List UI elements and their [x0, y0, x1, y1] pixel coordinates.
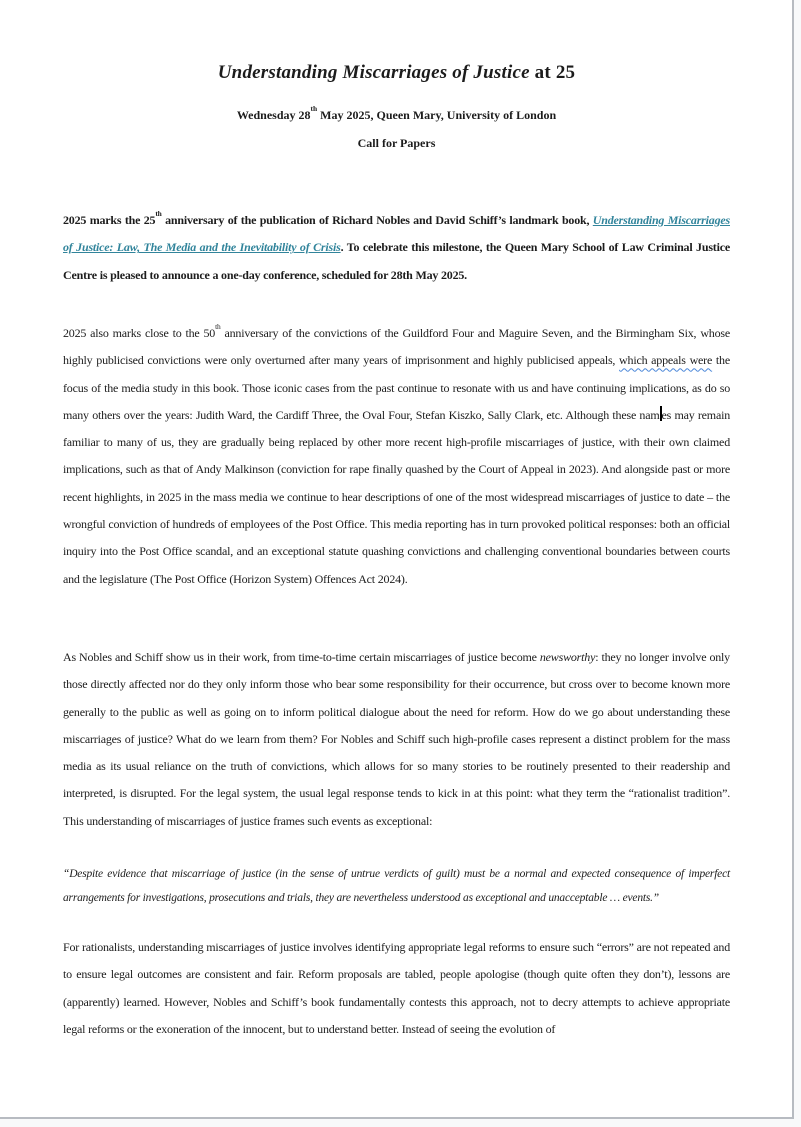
- dateline-text-cont: May 2025, Queen Mary, University of London: [317, 108, 557, 122]
- newsworthy-paragraph: [63, 644, 730, 835]
- page-title-regular: at 25: [529, 62, 576, 83]
- intro-ordinal: th: [155, 208, 162, 218]
- intro-text-post: . To celebrate this milestone, the Queen Mary School of Law Criminal Justice Centre is pleased to announce a one-day conference, scheduled for 28th May 2025.: [63, 240, 730, 282]
- newsworthy-text-cont: : they no longer involve only those directly affected nor do they only inform those who bear some responsibility for their occurrence, but cross over to become known more generally to the public as well as going on to inform political dialogue about the need for reform. How do we go about understanding these miscarriages of justice? What do we learn from them? For Nobles and Schiff such high-profile cases represent a distinct problem for the mass media as its usual reliance on the truth of convictions, which allows for so many stories to be routinely presented to their readership and interpreted, is disrupted. For the legal system, the usual legal response tends to kick in at this point: what they term the “rationalist tradition”. This understanding of miscarriages of justice frames such events as exceptional:: [63, 650, 730, 828]
- history-ordinal: th: [215, 321, 221, 331]
- history-paragraph: [63, 320, 730, 593]
- page-title-italic: Understanding Miscarriages of Justice: [217, 62, 530, 83]
- grammar-check-underlined-text: which appeals were: [619, 353, 713, 368]
- newsworthy-text: As Nobles and Schiff show us in their work, from time-to-time certain miscarriages of justice become: [63, 650, 540, 664]
- history-text-s3: es may remain familiar to many of us, they are gradually being replaced by other more recent high-profile miscarriages of justice, with their own claimed implications, such as that of Andy Malkinson (conviction for rape finally quashed by the Court of Appeal in 2023). And alongside past or more recent highlights, in 2025 in the mass media we continue to hear descriptions of one of the most widespread miscarriages of justice to date – the wrongful conviction of hundreds of employees of the Post Office. This media reporting has in turn provoked political responses: both an official inquiry into the Post Office scandal, and an exceptional statute quashing convictions and challenging conventional boundaries between courts and the legislature (The Post Office (Horizon System) Offences Act 2024).: [63, 407, 731, 586]
- event-dateline: [63, 103, 730, 123]
- rationalists-paragraph: For rationalists, understanding miscarriages of justice involves identifying appropriate legal reforms to ensure such “errors” are not repeated and to ensure legal outcomes are consistent and fair. Reform proposals are tabled, people apologise (though quite often they don’t), lessons are (apparently) learned. However, Nobles and Schiff’s book fundamentally contests this approach, not to decry attempts to achieve appropriate legal reforms or the exoneration of the innocent, but to understand better. Instead of seeing the evolution of: [63, 940, 730, 1036]
- dateline-ordinal: th: [310, 103, 318, 113]
- page-title: [63, 62, 730, 84]
- intro-text: 2025 marks the 25: [63, 213, 156, 227]
- history-text-s1: anniversary of the convictions of the Guildford Four and Maguire Seven, and the Birmingham Six, whose highly publicised convictions were only overturned after many years of imprisonment and highly publicised appeals,: [63, 326, 730, 368]
- call-for-papers-heading: Call for Papers: [357, 136, 436, 150]
- newsworthy-italic-word: newsworthy: [539, 650, 596, 664]
- history-text-s2: the focus of the media study in this book. Those iconic cases from the past continue to resonate with us and have continuing implications, as do so many others over the years: Judith Ward, the Cardiff Three, the Oval Four, Stefan Kiszko, Sally Clark, etc. Although these nam: [63, 353, 730, 422]
- history-text: 2025 also marks close to the 50: [63, 326, 216, 340]
- intro-paragraph: [63, 207, 730, 289]
- book-title-link[interactable]: Understanding Miscarriages of Justice: Law, The Media and the Inevitability of Crisis: [63, 213, 730, 255]
- dateline-text: Wednesday 28: [236, 108, 311, 122]
- block-quote: “Despite evidence that miscarriage of justice (in the sense of untrue verdicts of guilt) must be a normal and expected consequence of imperfect arrangements for investigations, prosecutions and trials, they are nevertheless understood as exceptional and unacceptable … events.”: [63, 868, 730, 904]
- intro-text-mid: anniversary of the publication of Richard Nobles and David Schiff’s landmark book,: [161, 213, 593, 227]
